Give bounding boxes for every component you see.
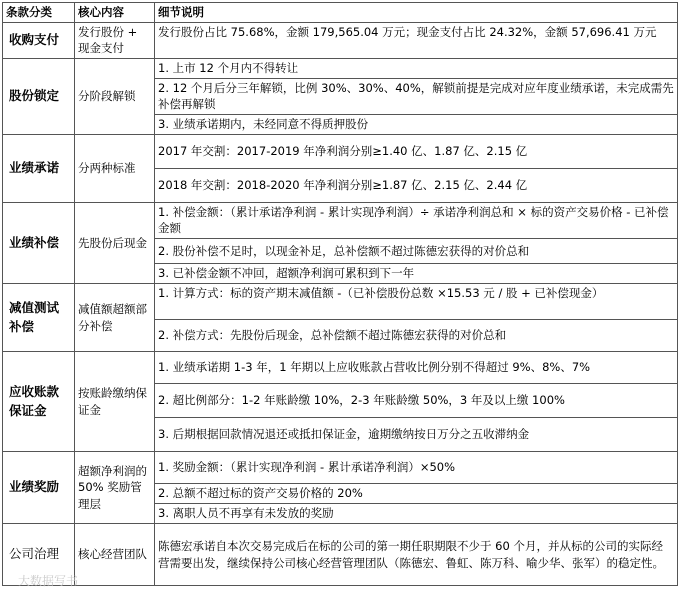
detail-cell: 1. 补偿金额：（累计承诺净利润 - 累计实现净利润）÷ 承诺净利润总和 × 标的资产交易价格 - 已补偿金额 (155, 202, 678, 238)
category-cell: 业绩承诺 (3, 134, 75, 202)
table-row (3, 524, 678, 586)
detail-cell: 3. 离职人员不再享有未发放的奖励 (155, 504, 678, 524)
detail-cell: 2. 总额不超过标的资产交易价格的 20% (155, 484, 678, 504)
table-row (3, 452, 678, 484)
category-cell: 收购支付 (3, 22, 75, 58)
core-cell: 分两种标准 (75, 134, 155, 202)
core-cell: 按账龄缴纳保证金 (75, 352, 155, 452)
category-cell: 减值测试补偿 (3, 284, 75, 352)
terms-table (2, 2, 678, 586)
core-cell: 超额净利润的 50% 奖励管理层 (75, 452, 155, 524)
category-cell: 应收账款保证金 (3, 352, 75, 452)
detail-cell: 2. 超比例部分：1-2 年账龄缴 10%，2-3 年账龄缴 50%，3 年及以上缴 100% (155, 384, 678, 418)
table-row (3, 22, 678, 58)
category-cell: 公司治理 (3, 524, 75, 586)
header-row (3, 3, 678, 23)
category-cell: 业绩补偿 (3, 202, 75, 283)
table-row (3, 352, 678, 384)
detail-cell: 1. 业绩承诺期 1-3 年，1 年期以上应收账款占营收比例分别不得超过 9%、8%、7% (155, 352, 678, 384)
core-cell: 发行股份 + 现金支付 (75, 22, 155, 58)
table-row (3, 202, 678, 238)
detail-cell: 3. 已补偿金额不冲回，超额净利润可累积到下一年 (155, 264, 678, 284)
detail-cell: 2. 股份补偿不足时，以现金补足，总补偿额不超过陈德宏获得的对价总和 (155, 239, 678, 264)
detail-cell: 3. 业绩承诺期内，未经同意不得质押股份 (155, 115, 678, 135)
header-category: 条款分类 (3, 3, 75, 23)
category-cell: 股份锁定 (3, 59, 75, 135)
detail-cell: 1. 计算方式：标的资产期末减值额 -（已补偿股份总数 ×15.53 元 / 股 + 已补偿现金） (155, 284, 678, 320)
detail-cell: 2018 年交割：2018-2020 年净利润分别≥1.87 亿、2.15 亿、2.44 亿 (155, 168, 678, 202)
watermark-logo: 大数据写书 (18, 574, 79, 588)
table-row (3, 59, 678, 79)
core-cell: 分阶段解锁 (75, 59, 155, 135)
detail-cell: 2017 年交割：2017-2019 年净利润分别≥1.40 亿、1.87 亿、2.15 亿 (155, 134, 678, 168)
detail-cell: 3. 后期根据回款情况退还或抵扣保证金，逾期缴纳按日万分之五收滞纳金 (155, 418, 678, 452)
detail-cell: 1. 上市 12 个月内不得转让 (155, 59, 678, 79)
detail-cell: 陈德宏承诺自本次交易完成后在标的公司的第一期任职期限不少于 60 个月，并从标的公司的实际经营需要出发，继续保持公司核心经营管理团队（陈德宏、鲁虹、陈万科、喻少华、张军）的稳定性。 (155, 524, 678, 586)
core-cell: 减值额超额部分补偿 (75, 284, 155, 352)
detail-cell: 2. 12 个月后分三年解锁，比例 30%、30%、40%，解锁前提是完成对应年度业绩承诺，未完成需先补偿再解锁 (155, 78, 678, 114)
detail-cell: 发行股份占比 75.68%，金额 179,565.04 万元；现金支付占比 24.32%，金额 57,696.41 万元 (155, 22, 678, 58)
table-row (3, 284, 678, 320)
table-row (3, 134, 678, 168)
core-cell: 先股份后现金 (75, 202, 155, 283)
header-core: 核心内容 (75, 3, 155, 23)
header-detail: 细节说明 (155, 3, 678, 23)
core-cell: 核心经营团队 (75, 524, 155, 586)
detail-cell: 2. 补偿方式：先股份后现金，总补偿额不超过陈德宏获得的对价总和 (155, 320, 678, 352)
category-cell: 业绩奖励 (3, 452, 75, 524)
detail-cell: 1. 奖励金额：（累计实现净利润 - 累计承诺净利润）×50% (155, 452, 678, 484)
